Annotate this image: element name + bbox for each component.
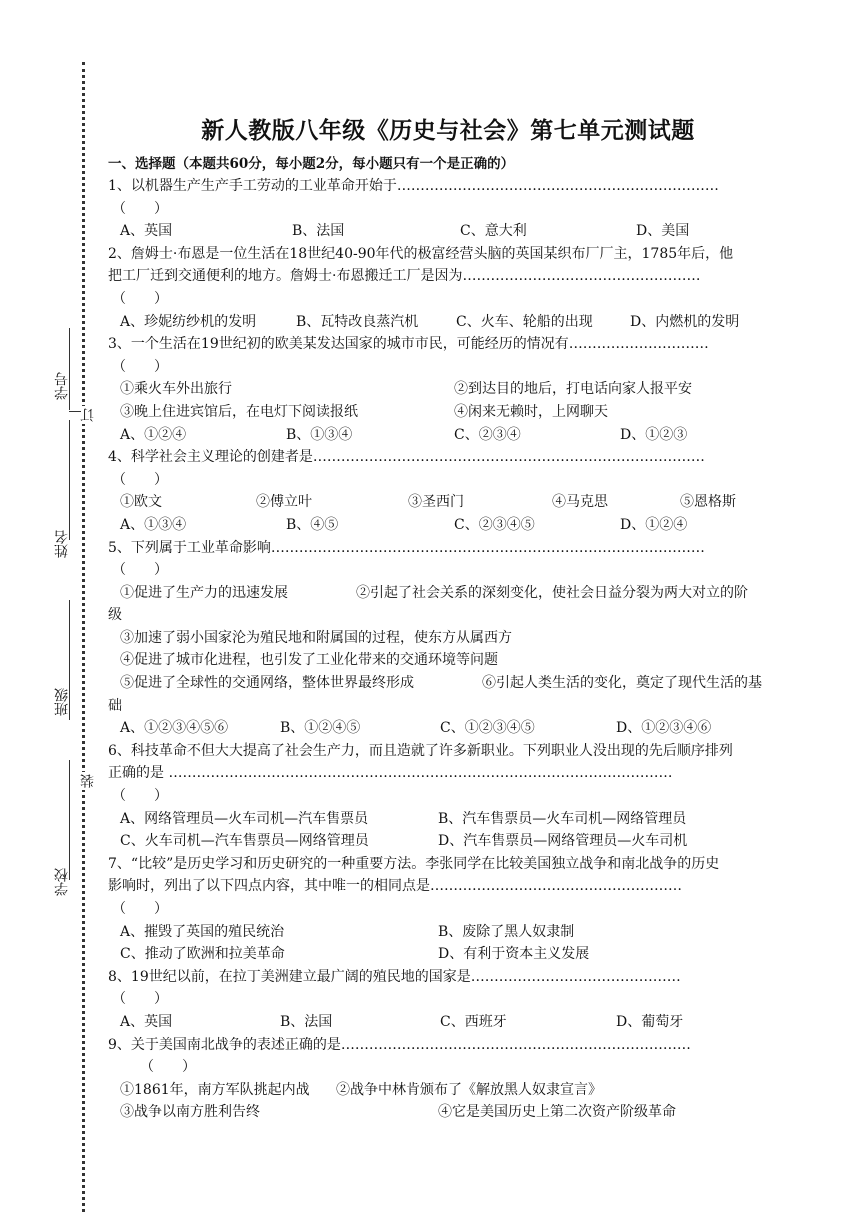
statement-2: ②战争中林肯颁布了《解放黑人奴隶宣言》	[336, 1081, 602, 1098]
binding-dotted-line	[82, 62, 85, 1212]
option-a: A、珍妮纺纱机的发明	[120, 313, 257, 330]
question-text: 8、19世纪以前，在拉丁美洲建立最广阔的殖民地的国家是………………………………………	[108, 968, 681, 985]
statements	[108, 582, 788, 605]
answer-paren: （ ）	[112, 200, 168, 217]
statement-2: ②傅立叶	[256, 494, 312, 511]
statement-3: ③晚上住进宾馆后，在电灯下阅读报纸	[120, 403, 358, 420]
option-c: C、①②③④⑤	[440, 720, 535, 737]
option-d: D、有利于资本主义发展	[438, 946, 590, 963]
question-text: 7、“比较”是历史学习和历史研究的一种重要方法。李张同学在比较美国独立战争和南北战争的历史	[108, 855, 720, 872]
option-b: B、法国	[280, 1013, 333, 1030]
option-b: B、汽车售票员—火车司机—网络管理员	[438, 810, 687, 827]
options	[108, 1011, 788, 1034]
answer-paren: （ ）	[112, 290, 168, 307]
option-d: D、葡萄牙	[616, 1013, 684, 1030]
statement-4: ④马克思	[552, 494, 608, 511]
section-heading: 一、选择题（本题共60分，每小题2分，每小题只有一个是正确的）	[108, 156, 515, 172]
options	[108, 220, 788, 243]
statement-5: ⑤促进了全球性的交通网络，整体世界最终形成	[120, 675, 414, 692]
option-c: C、火车司机—汽车售票员—网络管理员	[120, 833, 369, 850]
option-c: C、推动了欧洲和拉美革命	[120, 946, 285, 963]
question-text: 4、科学社会主义理论的创建者是…………………………………………………………………………	[108, 449, 705, 466]
option-b: B、法国	[292, 223, 345, 240]
options	[108, 424, 788, 447]
statement-1: ①乘火车外出旅行	[120, 381, 232, 398]
option-a: A、①②③④⑤⑥	[120, 720, 229, 737]
question-2	[108, 243, 788, 333]
answer-paren: （ ）	[112, 991, 168, 1008]
question-8	[108, 966, 788, 1034]
options	[108, 514, 788, 537]
statement-5: ⑤恩格斯	[680, 494, 736, 511]
statement-4: ④闲来无赖时，上网聊天	[454, 403, 608, 420]
binding-margin	[0, 0, 100, 1216]
question-3	[108, 333, 788, 446]
answer-paren: （ ）	[112, 358, 168, 375]
school-label: 学校	[54, 868, 70, 896]
statement-4	[108, 649, 788, 672]
question-text-cont: 把工厂迁到交通便利的地方。詹姆士·布恩搬迁工厂是因为……………………………………………	[108, 268, 701, 285]
school-line	[69, 760, 70, 880]
option-d: D、①②③	[620, 426, 688, 443]
statements	[108, 491, 788, 514]
statement-6-cont: 础	[108, 697, 122, 714]
statement-3: ③战争以南方胜利告终	[120, 1104, 260, 1121]
statement-4: ④它是美国历史上第二次资产阶级革命	[438, 1104, 676, 1121]
option-b: B、④⑤	[286, 516, 339, 533]
question-6	[108, 740, 788, 853]
statements	[108, 378, 788, 401]
answer-paren: （ ）	[140, 1059, 196, 1076]
option-c: C、②③④⑤	[454, 516, 535, 533]
answer-paren: （ ）	[112, 901, 168, 917]
option-d: D、内燃机的发明	[630, 313, 740, 330]
question-1	[108, 175, 788, 243]
option-d: D、汽车售票员—网络管理员—火车司机	[438, 833, 688, 850]
statement-2-cont: 级	[108, 607, 122, 624]
statement-3-text: ③加速了弱小国家沦为殖民地和附属国的过程，使东方从属西方	[120, 629, 512, 646]
question-9	[108, 1034, 788, 1124]
statement-3	[108, 627, 788, 650]
exam-paper	[108, 112, 788, 1124]
option-a: A、英国	[120, 223, 173, 240]
statement-1: ①欧文	[120, 494, 162, 511]
statement-2: ②引起了社会关系的深刻变化，使社会日益分裂为两大对立的阶	[356, 584, 748, 601]
option-b: B、废除了黑人奴隶制	[438, 923, 575, 940]
class-label: 班级	[54, 688, 70, 716]
answer-paren: （ ）	[112, 562, 168, 579]
question-text: 5、下列属于工业革命影响…………………………………………………………………………………	[108, 539, 705, 556]
page-title: 新人教版八年级《历史与社会》第七单元测试题	[201, 117, 695, 144]
question-text: 1、以机器生产生产手工劳动的工业革命开始于……………………………………………………………	[108, 178, 719, 194]
statement-1: ①促进了生产力的迅速发展	[120, 584, 288, 601]
options	[108, 808, 788, 831]
statement-2: ②到达目的地后，打电话向家人报平安	[454, 381, 692, 398]
question-5	[108, 537, 788, 740]
option-a: A、①③④	[120, 516, 187, 533]
options	[108, 921, 788, 944]
answer-paren: （ ）	[112, 788, 168, 805]
question-4	[108, 446, 788, 536]
statements	[108, 1079, 788, 1102]
question-text-cont: 影响时，列出了以下四点内容，其中唯一的相同点是………………………………………………	[108, 878, 682, 895]
student-no-underline	[69, 411, 81, 412]
statements	[108, 672, 788, 695]
question-text: 6、科技革命不但大大提高了社会生产力，而且造就了许多新职业。下列职业人没出现的先后顺序排列	[108, 742, 733, 759]
option-c: C、意大利	[460, 223, 527, 240]
option-c: C、火车、轮船的出现	[456, 313, 593, 330]
option-a: A、①②④	[120, 426, 187, 443]
option-a: A、英国	[120, 1013, 173, 1030]
statement-3: ③圣西门	[408, 494, 464, 511]
options	[108, 717, 788, 740]
option-c: C、②③④	[454, 426, 521, 443]
question-text-cont: 正确的是 ………………………………………………………………………………………………	[108, 765, 673, 782]
question-7	[108, 853, 788, 966]
option-d: D、美国	[636, 223, 690, 240]
option-c: C、西班牙	[440, 1013, 507, 1030]
option-d: D、①②④	[620, 516, 688, 533]
zhuang-mark: 装	[80, 774, 96, 788]
statement-4-text: ④促进了城市化进程，也引发了工业化带来的交通环境等问题	[120, 652, 498, 669]
name-line	[69, 420, 70, 540]
question-text: 9、关于美国南北战争的表述正确的是…………………………………………………………………	[108, 1036, 691, 1053]
options	[108, 830, 788, 853]
name-label: 姓名	[54, 530, 70, 558]
statement-1: ①1861年，南方军队挑起内战	[120, 1081, 310, 1098]
question-text: 3、一个生活在19世纪初的欧美某发达国家的城市市民，可能经历的情况有…………………………	[108, 336, 709, 353]
question-text: 2、詹姆士·布恩是一位生活在18世纪40-90年代的极富经营头脑的英国某织布厂厂主，1785年后，他	[108, 245, 734, 262]
options	[108, 943, 788, 966]
student-no-label: 学号	[54, 372, 70, 400]
options	[108, 311, 788, 334]
option-a: A、网络管理员—火车司机—汽车售票员	[120, 810, 369, 827]
option-d: D、①②③④⑥	[616, 720, 712, 737]
statements	[108, 401, 788, 424]
option-b: B、①②④⑤	[280, 720, 361, 737]
option-b: B、①③④	[286, 426, 353, 443]
option-b: B、瓦特改良蒸汽机	[296, 313, 419, 330]
statements	[108, 1101, 788, 1124]
ding-mark: 订	[80, 408, 96, 422]
statement-6: ⑥引起人类生活的变化，奠定了现代生活的基	[482, 675, 762, 692]
option-a: A、摧毁了英国的殖民统治	[120, 923, 285, 940]
answer-paren: （ ）	[112, 471, 168, 488]
